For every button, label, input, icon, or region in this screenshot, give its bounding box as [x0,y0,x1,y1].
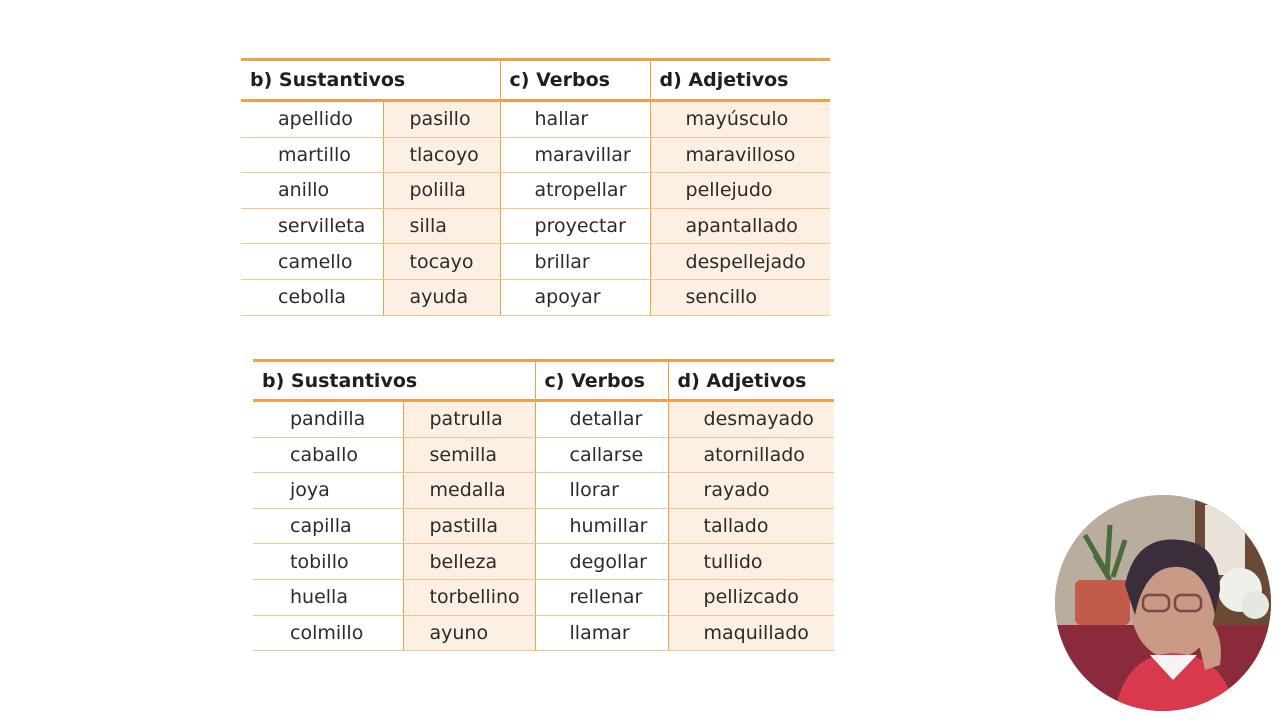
sustantivo-cell: huella [253,579,403,615]
sustantivo-cell: camello [241,244,383,280]
sustantivo-cell: joya [253,473,403,509]
table-row [241,279,830,315]
verbo-cell: brillar [500,244,650,280]
header-adjetivos: d) Adjetivos [650,60,830,101]
sustantivo-cell: cebolla [241,279,383,315]
sustantivo-cell: pastilla [403,508,535,544]
adjetivo-cell: atornillado [668,437,834,473]
sustantivo-cell: tobillo [253,544,403,580]
table-row [253,544,834,580]
sustantivo-cell: colmillo [253,615,403,651]
adjetivo-cell: mayúsculo [650,101,830,138]
presenter-webcam [1055,495,1271,711]
header-verbos: c) Verbos [535,361,668,401]
table-row [253,401,834,438]
sustantivo-cell: martillo [241,137,383,173]
sustantivo-cell: ayuda [383,279,500,315]
sustantivo-cell: anillo [241,173,383,209]
header-verbos: c) Verbos [500,60,650,101]
verbo-cell: proyectar [500,208,650,244]
table-row [241,244,830,280]
sustantivo-cell: pasillo [383,101,500,138]
sustantivo-cell: capilla [253,508,403,544]
verbo-cell: atropellar [500,173,650,209]
table-row [253,437,834,473]
verbo-cell: maravillar [500,137,650,173]
sustantivo-cell: patrulla [403,401,535,438]
adjetivo-cell: maquillado [668,615,834,651]
adjetivo-cell: maravilloso [650,137,830,173]
sustantivo-cell: apellido [241,101,383,138]
word-table-1 [241,58,830,316]
table-row [241,208,830,244]
header-sustantivos: b) Sustantivos [253,361,535,401]
sustantivo-cell: medalla [403,473,535,509]
verbo-cell: llorar [535,473,668,509]
sustantivo-cell: silla [383,208,500,244]
adjetivo-cell: rayado [668,473,834,509]
sustantivo-cell: torbellino [403,579,535,615]
table-row [241,173,830,209]
adjetivo-cell: desmayado [668,401,834,438]
sustantivo-cell: ayuno [403,615,535,651]
adjetivo-cell: sencillo [650,279,830,315]
adjetivo-cell: pellizcado [668,579,834,615]
table-row [253,473,834,509]
adjetivo-cell: despellejado [650,244,830,280]
verbo-cell: humillar [535,508,668,544]
header-sustantivos: b) Sustantivos [241,60,500,101]
sustantivo-cell: servilleta [241,208,383,244]
verbo-cell: llamar [535,615,668,651]
presenter-webcam-icon [1055,495,1271,711]
sustantivo-cell: tocayo [383,244,500,280]
verbo-cell: apoyar [500,279,650,315]
sustantivo-cell: polilla [383,173,500,209]
sustantivo-cell: semilla [403,437,535,473]
sustantivo-cell: belleza [403,544,535,580]
verbo-cell: hallar [500,101,650,138]
table-row [253,615,834,651]
table-row [253,579,834,615]
adjetivo-cell: pellejudo [650,173,830,209]
word-table-2 [253,359,834,651]
verbo-cell: callarse [535,437,668,473]
adjetivo-cell: tallado [668,508,834,544]
verbo-cell: degollar [535,544,668,580]
sustantivo-cell: pandilla [253,401,403,438]
adjetivo-cell: apantallado [650,208,830,244]
verbo-cell: detallar [535,401,668,438]
sustantivo-cell: tlacoyo [383,137,500,173]
sustantivo-cell: caballo [253,437,403,473]
verbo-cell: rellenar [535,579,668,615]
adjetivo-cell: tullido [668,544,834,580]
table-row [241,137,830,173]
header-adjetivos: d) Adjetivos [668,361,834,401]
table-row [253,508,834,544]
table-row [241,101,830,138]
